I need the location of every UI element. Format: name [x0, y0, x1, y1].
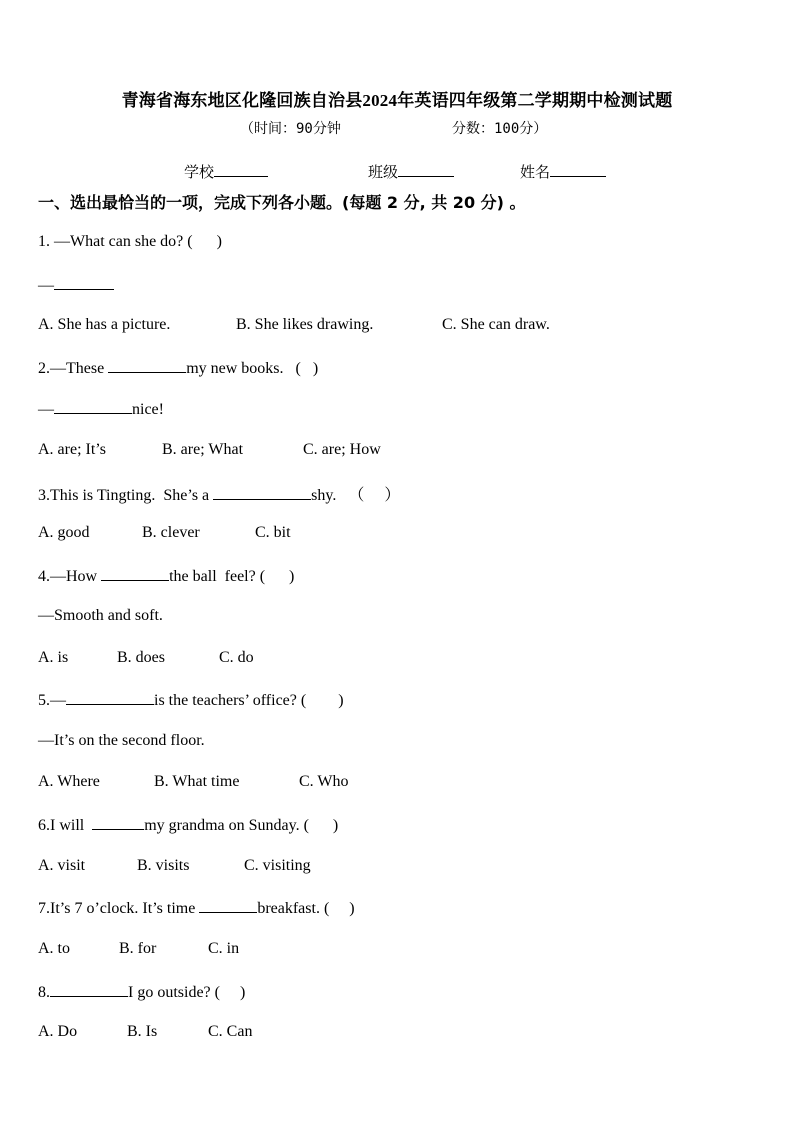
q2-stem-pre: 2.—These [38, 360, 109, 377]
q4-option-c: C. do [219, 649, 254, 666]
q4-stem-post: the ball feel? ( ) [169, 568, 295, 585]
q1-answer-line [38, 275, 114, 295]
q1-answer-blank [54, 275, 114, 290]
q8-stem-post: I go outside? ( ) [128, 984, 246, 1001]
q1-answer-dash: — [38, 277, 54, 294]
q6-option-c: C. visiting [244, 857, 311, 874]
q4-answer: —Smooth and soft. [38, 607, 163, 624]
q8-stem-pre: 8. [38, 984, 50, 1001]
q5-stem-pre: 5.— [38, 692, 66, 709]
q1-option-a: A. She has a picture. [38, 316, 171, 333]
score-label: 分数：100分） [452, 121, 548, 137]
q6-options [38, 857, 311, 875]
q6-option-b: B. visits [137, 857, 190, 874]
q2-stem [38, 358, 318, 378]
q2-answer-dash: — [38, 401, 54, 418]
q2-answer-line [38, 399, 164, 419]
q5-stem-blank [66, 690, 154, 705]
class-blank [398, 160, 454, 177]
q5-stem [38, 690, 344, 710]
q2-answer-blank [54, 399, 132, 414]
q7-stem-post: breakfast. ( ) [257, 900, 355, 917]
q7-option-c: C. in [208, 940, 240, 957]
q6-stem-pre: 6.I will [38, 817, 93, 834]
q7-stem-blank [199, 898, 257, 913]
exam-title: 青海省海东地区化隆回族自治县2024年英语四年级第二学期期中检测试题 [121, 91, 673, 110]
q5-option-a: A. Where [38, 773, 100, 790]
q5-stem-post: is the teachers’ office? ( ) [154, 692, 344, 709]
q3-option-b: B. clever [142, 524, 200, 541]
q1-options [38, 316, 550, 334]
q3-option-c: C. bit [255, 524, 291, 541]
q4-stem [38, 566, 294, 586]
q7-option-a: A. to [38, 940, 70, 957]
q8-option-c: C. Can [208, 1023, 253, 1040]
school-label: 学校 [184, 163, 215, 181]
q5-option-c: C. Who [299, 773, 349, 790]
q8-option-a: A. Do [38, 1023, 78, 1040]
q7-stem [38, 898, 355, 918]
class-field [368, 160, 454, 182]
school-field [184, 160, 268, 182]
q3-stem-pre: 3.This is Tingting. She’s a [38, 487, 214, 504]
q3-stem [38, 482, 400, 505]
q2-answer-post: nice! [132, 401, 164, 418]
q2-stem-post: my new books. ( ) [186, 360, 319, 377]
q4-option-b: B. does [117, 649, 165, 666]
q4-options [38, 649, 254, 667]
q8-option-b: B. Is [127, 1023, 158, 1040]
q2-options [38, 441, 381, 459]
q1-option-c: C. She can draw. [442, 316, 550, 333]
q1-stem: 1. —What can she do? ( ) [38, 233, 222, 250]
q8-options [38, 1023, 252, 1041]
q8-stem [38, 982, 245, 1002]
q3-stem-post: shy. （ ） [311, 487, 401, 504]
q5-options [38, 773, 348, 791]
q2-option-b: B. are; What [162, 441, 244, 458]
q3-option-a: A. good [38, 524, 90, 541]
q7-options [38, 940, 239, 958]
q7-stem-pre: 7.It’s 7 o’clock. It’s time [38, 900, 200, 917]
q6-stem-post: my grandma on Sunday. ( ) [144, 817, 339, 834]
name-label: 姓名 [520, 163, 551, 181]
q6-stem [38, 815, 338, 835]
name-field [520, 160, 606, 182]
q4-stem-pre: 4.—How [38, 568, 102, 585]
class-label: 班级 [368, 163, 399, 181]
q7-option-b: B. for [119, 940, 157, 957]
q5-answer: —It’s on the second floor. [38, 732, 205, 749]
q4-stem-blank [101, 566, 169, 581]
q6-stem-blank [92, 815, 144, 830]
name-blank [550, 160, 606, 177]
q3-stem-blank [213, 485, 311, 500]
q2-option-c: C. are; How [303, 441, 381, 458]
school-blank [214, 160, 268, 177]
q8-stem-blank [50, 982, 128, 997]
q2-option-a: A. are; It’s [38, 441, 106, 458]
q3-options [38, 524, 291, 542]
q4-option-a: A. is [38, 649, 69, 666]
time-label: （时间：90分钟 [240, 121, 341, 137]
q1-option-b: B. She likes drawing. [236, 316, 374, 333]
q6-option-a: A. visit [38, 857, 86, 874]
section-heading: 一、选出最恰当的一项，完成下列各小题。(每题 2 分, 共 20 分) 。 [38, 193, 526, 212]
q2-stem-blank [108, 358, 186, 373]
q5-option-b: B. What time [154, 773, 240, 790]
